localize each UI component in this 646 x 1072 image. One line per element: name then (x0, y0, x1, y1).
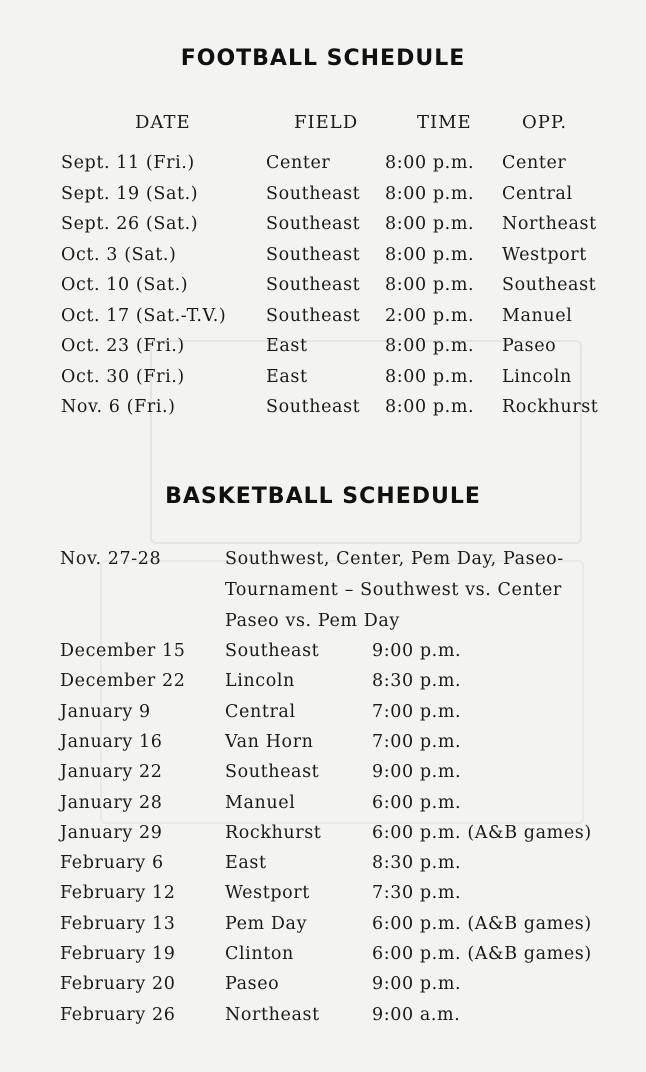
basketball-time-cell: 6:00 p.m. (A&B games) (372, 944, 592, 964)
football-date-cell: Sept. 26 (Sat.) (61, 214, 199, 234)
basketball-title: BASKETBALL SCHEDULE (165, 484, 481, 509)
basketball-opp-cell: Rockhurst (225, 822, 322, 843)
tournament-date: Nov. 27-28 (60, 549, 162, 569)
football-row (0, 275, 646, 305)
basketball-row (0, 762, 646, 792)
basketball-date-cell: January 9 (60, 701, 151, 722)
basketball-time-cell: 6:00 p.m. (372, 792, 462, 813)
basketball-time-cell: 9:00 p.m. (372, 762, 462, 783)
football-time-cell: 8:00 p.m. (385, 397, 475, 417)
football-field-cell: Southeast (266, 214, 361, 234)
football-time-cell: 8:00 p.m. (385, 183, 475, 204)
basketball-opp-cell: Paseo (225, 974, 280, 995)
basketball-opp-cell: Manuel (225, 792, 296, 813)
football-opp-cell: Westport (502, 244, 587, 265)
football-opp-cell: Lincoln (502, 366, 572, 387)
basketball-time-cell: 9:00 a.m. (372, 1004, 461, 1025)
football-row (0, 397, 646, 427)
football-field-cell: Southeast (266, 244, 361, 265)
football-time-cell: 8:00 p.m. (385, 214, 475, 234)
basketball-opp-cell: Southeast (225, 762, 320, 783)
basketball-date-cell: February 6 (60, 853, 164, 874)
basketball-time-cell: 6:00 p.m. (A&B games) (372, 913, 592, 934)
football-row (0, 306, 646, 336)
football-date-cell: Oct. 3 (Sat.) (61, 244, 177, 265)
football-field-cell: East (266, 366, 308, 387)
football-opp-cell: Manuel (502, 305, 573, 326)
basketball-opp-cell: Southeast (225, 641, 320, 661)
basketball-date-cell: December 22 (60, 671, 186, 692)
basketball-opp-cell: East (225, 853, 267, 874)
football-date-cell: Oct. 30 (Fri.) (61, 366, 185, 387)
football-time-cell: 2:00 p.m. (385, 305, 475, 326)
football-row (0, 336, 646, 366)
football-opp-cell: Southeast (502, 275, 597, 295)
basketball-time-cell: 7:00 p.m. (372, 701, 462, 722)
basketball-row (0, 883, 646, 913)
football-time-cell: 8:00 p.m. (385, 366, 475, 387)
basketball-row (0, 914, 646, 944)
basketball-row (0, 823, 646, 853)
basketball-opp-cell: Lincoln (225, 671, 295, 692)
football-field-cell: East (266, 336, 308, 356)
football-row (0, 367, 646, 397)
basketball-time-cell: 7:30 p.m. (372, 883, 462, 904)
basketball-date-cell: January 16 (60, 731, 163, 752)
tournament-line-1: Southwest, Center, Pem Day, Paseo- (225, 549, 564, 569)
football-opp-cell: Rockhurst (502, 397, 599, 417)
football-date-cell: Oct. 10 (Sat.) (61, 275, 189, 295)
basketball-date-cell: February 12 (60, 883, 176, 904)
basketball-date-cell: December 15 (60, 641, 186, 661)
football-field-cell: Southeast (266, 183, 361, 204)
basketball-time-cell: 9:00 p.m. (372, 974, 462, 995)
basketball-date-cell: February 26 (60, 1004, 176, 1025)
football-date-cell: Oct. 23 (Fri.) (61, 336, 185, 356)
football-title: FOOTBALL SCHEDULE (180, 46, 466, 71)
tournament-line-3: Paseo vs. Pem Day (225, 611, 400, 631)
basketball-opp-cell: Central (225, 701, 296, 722)
football-field-cell: Southeast (266, 397, 361, 417)
basketball-date-cell: February 20 (60, 974, 176, 995)
football-row (0, 184, 646, 214)
basketball-time-cell: 7:00 p.m. (372, 731, 462, 752)
basketball-opp-cell: Van Horn (225, 731, 314, 752)
football-time-cell: 8:00 p.m. (385, 336, 475, 356)
football-date-cell: Sept. 19 (Sat.) (61, 183, 199, 204)
basketball-opp-cell: Pem Day (225, 913, 308, 934)
football-opp-cell: Center (502, 153, 567, 173)
basketball-row (0, 793, 646, 823)
football-date-cell: Nov. 6 (Fri.) (61, 397, 176, 417)
football-field-cell: Southeast (266, 275, 361, 295)
football-opp-cell: Central (502, 183, 573, 204)
basketball-time-cell: 8:30 p.m. (372, 671, 462, 692)
basketball-time-cell: 9:00 p.m. (372, 641, 462, 661)
basketball-row (0, 853, 646, 883)
football-row (0, 245, 646, 275)
football-header-date: DATE (135, 112, 191, 133)
basketball-row (0, 641, 646, 671)
football-field-cell: Center (266, 153, 331, 173)
football-time-cell: 8:00 p.m. (385, 153, 475, 173)
football-header-field: FIELD (294, 112, 359, 133)
basketball-row (0, 702, 646, 732)
basketball-time-cell: 8:30 p.m. (372, 853, 462, 874)
basketball-row (0, 1005, 646, 1035)
basketball-opp-cell: Clinton (225, 944, 294, 964)
football-row (0, 153, 646, 183)
basketball-row (0, 974, 646, 1004)
football-time-cell: 8:00 p.m. (385, 244, 475, 265)
football-field-cell: Southeast (266, 305, 361, 326)
basketball-row (0, 671, 646, 701)
basketball-tournament-row (0, 549, 646, 579)
football-date-cell: Oct. 17 (Sat.-T.V.) (61, 305, 227, 326)
basketball-date-cell: February 19 (60, 944, 176, 964)
basketball-date-cell: January 29 (60, 822, 163, 843)
football-row (0, 214, 646, 244)
football-opp-cell: Northeast (502, 214, 597, 234)
football-date-cell: Sept. 11 (Fri.) (61, 153, 195, 173)
football-time-cell: 8:00 p.m. (385, 275, 475, 295)
basketball-opp-cell: Westport (225, 883, 310, 904)
basketball-date-cell: January 28 (60, 792, 163, 813)
tournament-line-2: Tournament – Southwest vs. Center (225, 580, 562, 600)
football-header-time: TIME (417, 112, 472, 133)
basketball-opp-cell: Northeast (225, 1004, 320, 1025)
basketball-date-cell: January 22 (60, 762, 163, 783)
basketball-row (0, 732, 646, 762)
basketball-row (0, 944, 646, 974)
basketball-date-cell: February 13 (60, 913, 176, 934)
football-opp-cell: Paseo (502, 336, 557, 356)
basketball-time-cell: 6:00 p.m. (A&B games) (372, 822, 592, 843)
football-header-opp: OPP. (522, 112, 568, 133)
